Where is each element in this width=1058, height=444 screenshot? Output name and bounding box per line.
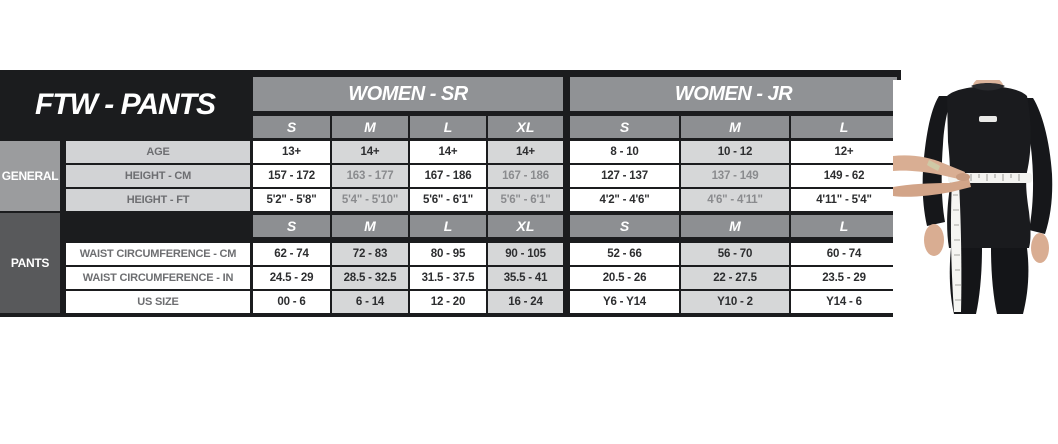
height-ft-jr-m: 4'6" - 4'11" (681, 189, 789, 211)
size-header-jr-m: M (681, 116, 789, 138)
size-header2-sr-l: L (410, 215, 486, 237)
size-header2-sr-xl: XL (488, 215, 563, 237)
waist-cm-sr-xl: 90 - 105 (488, 243, 563, 265)
size-chart-table (0, 70, 901, 317)
us-size-sr-xl: 16 - 24 (488, 291, 563, 313)
height-ft-jr-l: 4'11" - 5'4" (791, 189, 897, 211)
height-ft-sr-l: 5'6" - 6'1" (410, 189, 486, 211)
height-cm-sr-m: 163 - 177 (332, 165, 408, 187)
height-cm-jr-l: 149 - 62 (791, 165, 897, 187)
height-cm-jr-s: 127 - 137 (570, 165, 679, 187)
waist-cm-sr-s: 62 - 74 (253, 243, 330, 265)
height-ft-sr-s: 5'2" - 5'8" (253, 189, 330, 211)
group-header-women-sr: WOMEN - SR (253, 77, 563, 111)
waist-in-jr-s: 20.5 - 26 (570, 267, 679, 289)
height-cm-sr-s: 157 - 172 (253, 165, 330, 187)
person-right-leg (991, 248, 1028, 314)
age-jr-l: 12+ (791, 141, 897, 163)
waist-in-sr-xl: 35.5 - 41 (488, 267, 563, 289)
size-header2-jr-m: M (681, 215, 789, 237)
waist-in-sr-s: 24.5 - 29 (253, 267, 330, 289)
size-header2-sr-s: S (253, 215, 330, 237)
height-cm-sr-l: 167 - 186 (410, 165, 486, 187)
us-size-jr-m: Y10 - 2 (681, 291, 789, 313)
height-cm-sr-xl: 167 - 186 (488, 165, 563, 187)
size-header2-jr-l: L (791, 215, 897, 237)
size-header-jr-l: L (791, 116, 897, 138)
person-left-hand (924, 224, 944, 256)
us-size-jr-l: Y14 - 6 (791, 291, 897, 313)
height-ft-jr-s: 4'2" - 4'6" (570, 189, 679, 211)
person-right-hand (1031, 233, 1049, 263)
waist-cm-sr-m: 72 - 83 (332, 243, 408, 265)
age-sr-xl: 14+ (488, 141, 563, 163)
age-sr-l: 14+ (410, 141, 486, 163)
size-header2-sr-m: M (332, 215, 408, 237)
size-header-sr-m: M (332, 116, 408, 138)
waist-in-sr-l: 31.5 - 37.5 (410, 267, 486, 289)
waist-cm-jr-l: 60 - 74 (791, 243, 897, 265)
row-label-height-ft: HEIGHT - FT (66, 189, 250, 211)
waist-in-sr-m: 28.5 - 32.5 (332, 267, 408, 289)
waist-cm-jr-m: 56 - 70 (681, 243, 789, 265)
waist-measurement-photo (893, 80, 1058, 317)
waist-cm-sr-l: 80 - 95 (410, 243, 486, 265)
row-label-height-cm: HEIGHT - CM (66, 165, 250, 187)
age-sr-m: 14+ (332, 141, 408, 163)
row-label-us-size: US SIZE (66, 291, 250, 313)
age-jr-s: 8 - 10 (570, 141, 679, 163)
shirt-logo (979, 116, 997, 122)
us-size-jr-s: Y6 - Y14 (570, 291, 679, 313)
waist-cm-jr-s: 52 - 66 (570, 243, 679, 265)
height-ft-sr-xl: 5'6" - 6'1" (488, 189, 563, 211)
us-size-sr-l: 12 - 20 (410, 291, 486, 313)
row-label-waist-cm: WAIST CIRCUMFERENCE - CM (66, 243, 250, 265)
waist-in-jr-m: 22 - 27.5 (681, 267, 789, 289)
section-label-general: GENERAL (0, 141, 60, 211)
measurer-fingers (956, 173, 970, 181)
table-title: FTW - PANTS (34, 88, 216, 121)
size-header2-jr-s: S (570, 215, 679, 237)
row-label-age: AGE (66, 141, 250, 163)
size-header-sr-xl: XL (488, 116, 563, 138)
section-label-pants: PANTS (0, 213, 60, 313)
height-ft-sr-m: 5'4" - 5'10" (332, 189, 408, 211)
row-label-waist-in: WAIST CIRCUMFERENCE - IN (66, 267, 250, 289)
age-sr-s: 13+ (253, 141, 330, 163)
waist-in-jr-l: 23.5 - 29 (791, 267, 897, 289)
group-header-women-jr: WOMEN - JR (570, 77, 897, 111)
height-cm-jr-m: 137 - 149 (681, 165, 789, 187)
size-header-jr-s: S (570, 116, 679, 138)
us-size-sr-s: 00 - 6 (253, 291, 330, 313)
size-header-sr-l: L (410, 116, 486, 138)
size-header-sr-s: S (253, 116, 330, 138)
us-size-sr-m: 6 - 14 (332, 291, 408, 313)
age-jr-m: 10 - 12 (681, 141, 789, 163)
